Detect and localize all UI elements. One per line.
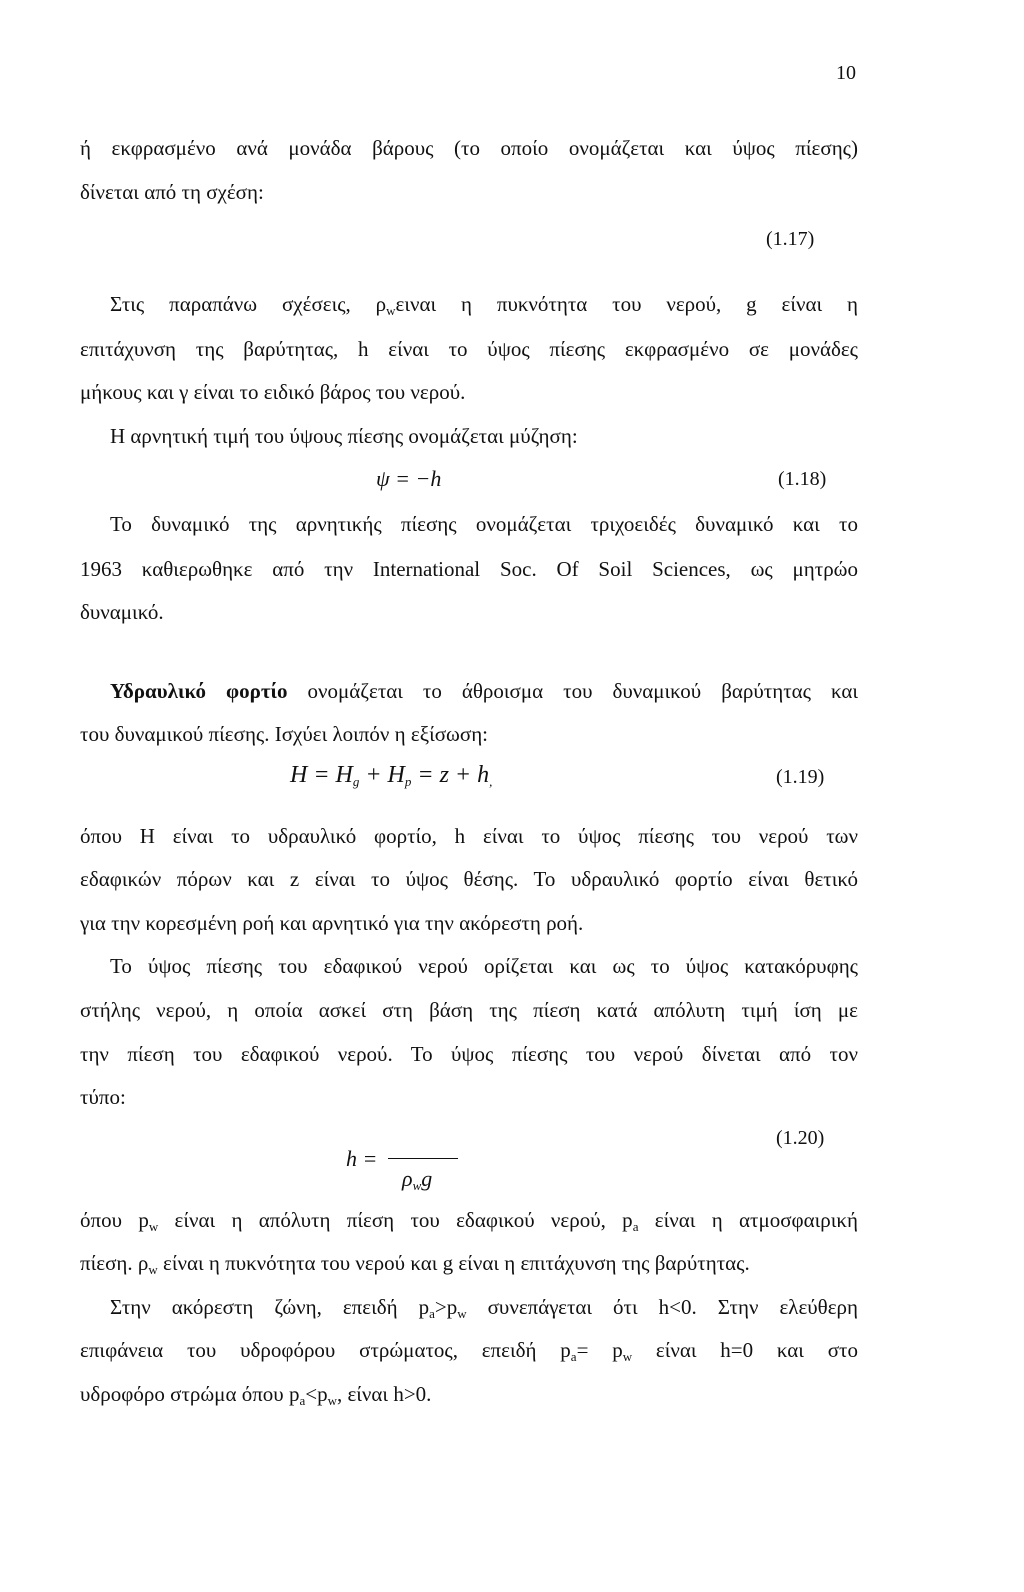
equation-1-20-lhs: h = (346, 1146, 378, 1171)
para9-line3: υδροφόρο στρώμα όπου $p_a<p_w$, είναι h>0. (80, 1382, 432, 1408)
equation-1-20-denominator: $\rho_wg$ (402, 1166, 433, 1193)
para7-line1: Το ύψος πίεσης του εδαφικού νερού ορίζεται και ως το ύψος κατακόρυφης (110, 954, 858, 978)
para2-line2: επιτάχυνση της βαρύτητας, h είναι το ύψος πίεσης εκφρασμένο σε μονάδες (80, 337, 858, 361)
bold-term-hydraulic-head: Υδραυλικό φορτίο (110, 679, 288, 703)
equation-1-19: $H = H_g + H_p = z + h_,$ (290, 762, 493, 789)
para2-line3: μήκους και γ είναι το ειδικό βάρος του νερού. (80, 380, 466, 404)
para6-line1: όπου Η είναι το υδραυλικό φορτίο, h είναι το ύψος πίεσης του νερού των (80, 824, 858, 848)
para7-line2: στήλης νερού, η οποία ασκεί στη βάση της πίεση κατά απόλυτη τιμή ίση με (80, 998, 858, 1022)
para4-line1: Το δυναμικό της αρνητικής πίεσης ονομάζεται τριχοειδές δυναμικό και το (110, 512, 858, 536)
para6-line3: για την κορεσμένη ροή και αρνητικό για την ακόρεστη ροή. (80, 911, 584, 935)
fraction-bar (388, 1158, 458, 1159)
para8-line2: πίεση. $\rho_w$ είναι η πυκνότητα του νερού και g είναι η επιτάχυνση της βαρύτητας. (80, 1251, 750, 1277)
para4-line2: 1963 καθιερωθηκε από την International Soc. Of Soil Sciences, ως μητρώο (80, 557, 858, 581)
page-number: 10 (836, 62, 856, 84)
para3: Η αρνητική τιμή του ύψους πίεσης ονομάζεται μύζηση: (110, 424, 578, 448)
para9-line1: Στην ακόρεστη ζώνη, επειδή $p_a>p_w$ συνεπάγεται ότι h<0. Στην ελεύθερη (110, 1295, 858, 1321)
para7-line3: την πίεση του εδαφικού νερού. Το ύψος πίεσης του νερού δίνεται από τον (80, 1042, 858, 1066)
equation-number-1-19: (1.19) (776, 766, 825, 788)
para5-line2: του δυναμικού πίεσης. Ισχύει λοιπόν η εξίσωση: (80, 722, 489, 746)
para8-line1: όπου $p_w$ είναι η απόλυτη πίεση του εδαφικού νερού, $p_a$ είναι η ατμοσφαιρική (80, 1208, 858, 1234)
equation-number-1-18: (1.18) (778, 468, 827, 490)
equation-number-1-20: (1.20) (776, 1127, 825, 1149)
para2-line1: Στις παραπάνω σχέσεις, $\rho_w\varepsilon\iota\nu\alpha\iota$ η πυκνότητα του νερού, g είναι η (110, 292, 858, 318)
equation-1-18: ψ = −h (376, 466, 442, 491)
equation-number-1-17: (1.17) (766, 228, 815, 250)
para1-line1: ή εκφρασμένο ανά μονάδα βάρους (το οποίο ονομάζεται και ύψος πίεσης) (80, 136, 858, 160)
para1-line2: δίνεται από τη σχέση: (80, 180, 264, 204)
para6-line2: εδαφικών πόρων και z είναι το ύψος θέσης. Το υδραυλικό φορτίο είναι θετικό (80, 867, 858, 891)
para7-line4: τύπο: (80, 1085, 126, 1109)
para9-line2: επιφάνεια του υδροφόρου στρώματος, επειδή $p_a= p_w$ είναι h=0 και στο (80, 1338, 858, 1364)
para5-line1: Υδραυλικό φορτίο ονομάζεται το άθροισμα του δυναμικού βαρύτητας και (110, 679, 859, 703)
para4-line3: δυναμικό. (80, 600, 164, 624)
